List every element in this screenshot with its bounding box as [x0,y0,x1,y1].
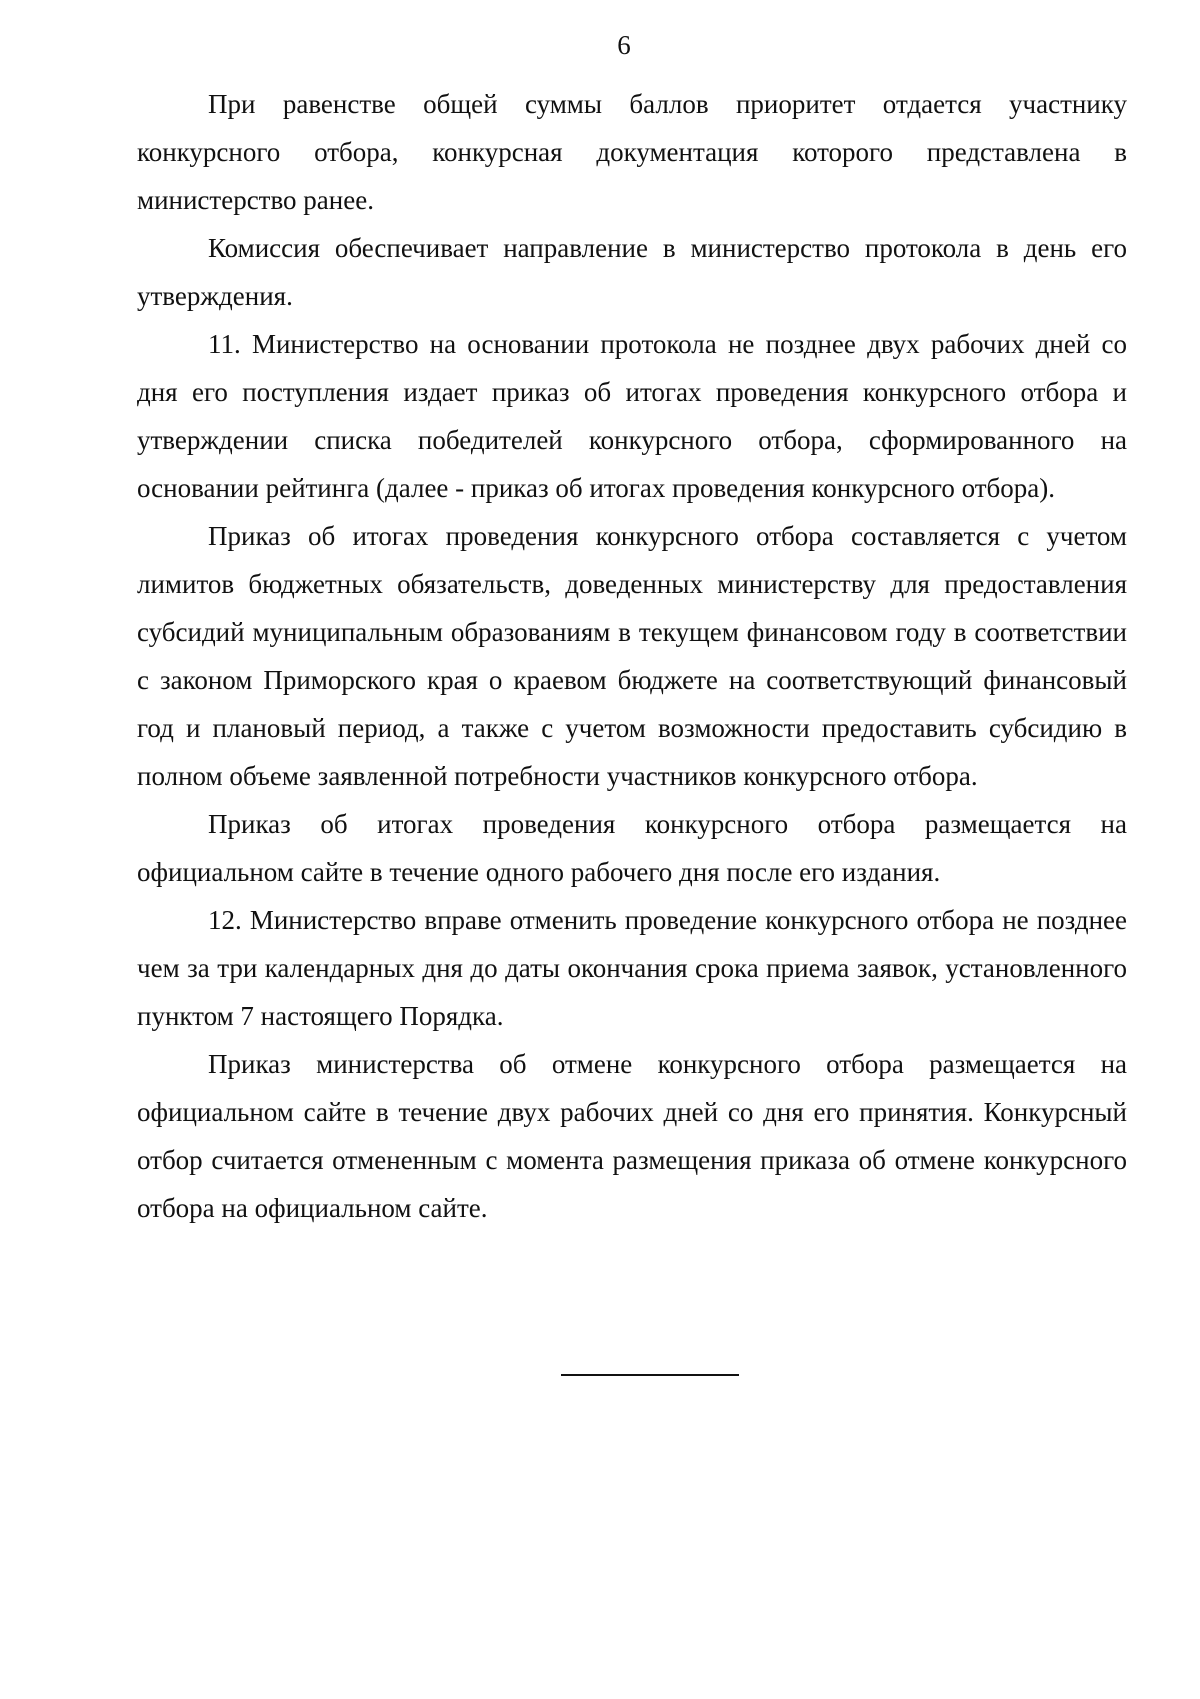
paragraph-order-publication: Приказ об итогах проведения конкурсного отбора размещается на официальном сайте в течение одного рабочего дня после его издания. [137,809,1127,887]
paragraph-item-11: 11. Министерство на основании протокола не позднее двух рабочих дней со дня его поступления издает приказ об итогах проведения конкурсного отбора и утверждении списка победителей конкурсного отбора, сформированного на основании рейтинга (далее - приказ об итогах проведения конкурсного отбора). [137,329,1127,503]
page-number: 6 [617,30,631,60]
paragraph-item-12: 12. Министерство вправе отменить проведение конкурсного отбора не позднее чем за три календарных дня до даты окончания срока приема заявок, установленного пунктом 7 настоящего Порядка. [137,905,1127,1031]
paragraph-commission-protocol: Комиссия обеспечивает направление в министерство протокола в день его утверждения. [137,233,1127,311]
paragraph-equal-score-priority: При равенстве общей суммы баллов приоритет отдается участнику конкурсного отбора, конкурсная документация которого представлена в министерство ранее. [137,89,1127,215]
paragraph-order-limits: Приказ об итогах проведения конкурсного отбора составляется с учетом лимитов бюджетных обязательств, доведенных министерству для предоставления субсидий муниципальным образованиям в текущем финансовом году в соответствии с законом Приморского края о краевом бюджете на соответствующий финансовый год и плановый период, а также с учетом возможности предоставить субсидию в полном объеме заявленной потребности участников конкурсного отбора. [137,521,1127,791]
paragraph-cancellation-order: Приказ министерства об отмене конкурсного отбора размещается на официальном сайте в течение двух рабочих дней со дня его принятия. Конкурсный отбор считается отмененным с момента размещения приказа об отмене конкурсного отбора на официальном сайте. [137,1049,1127,1223]
end-of-document-divider [561,1374,739,1376]
document-body [137,80,1127,1232]
